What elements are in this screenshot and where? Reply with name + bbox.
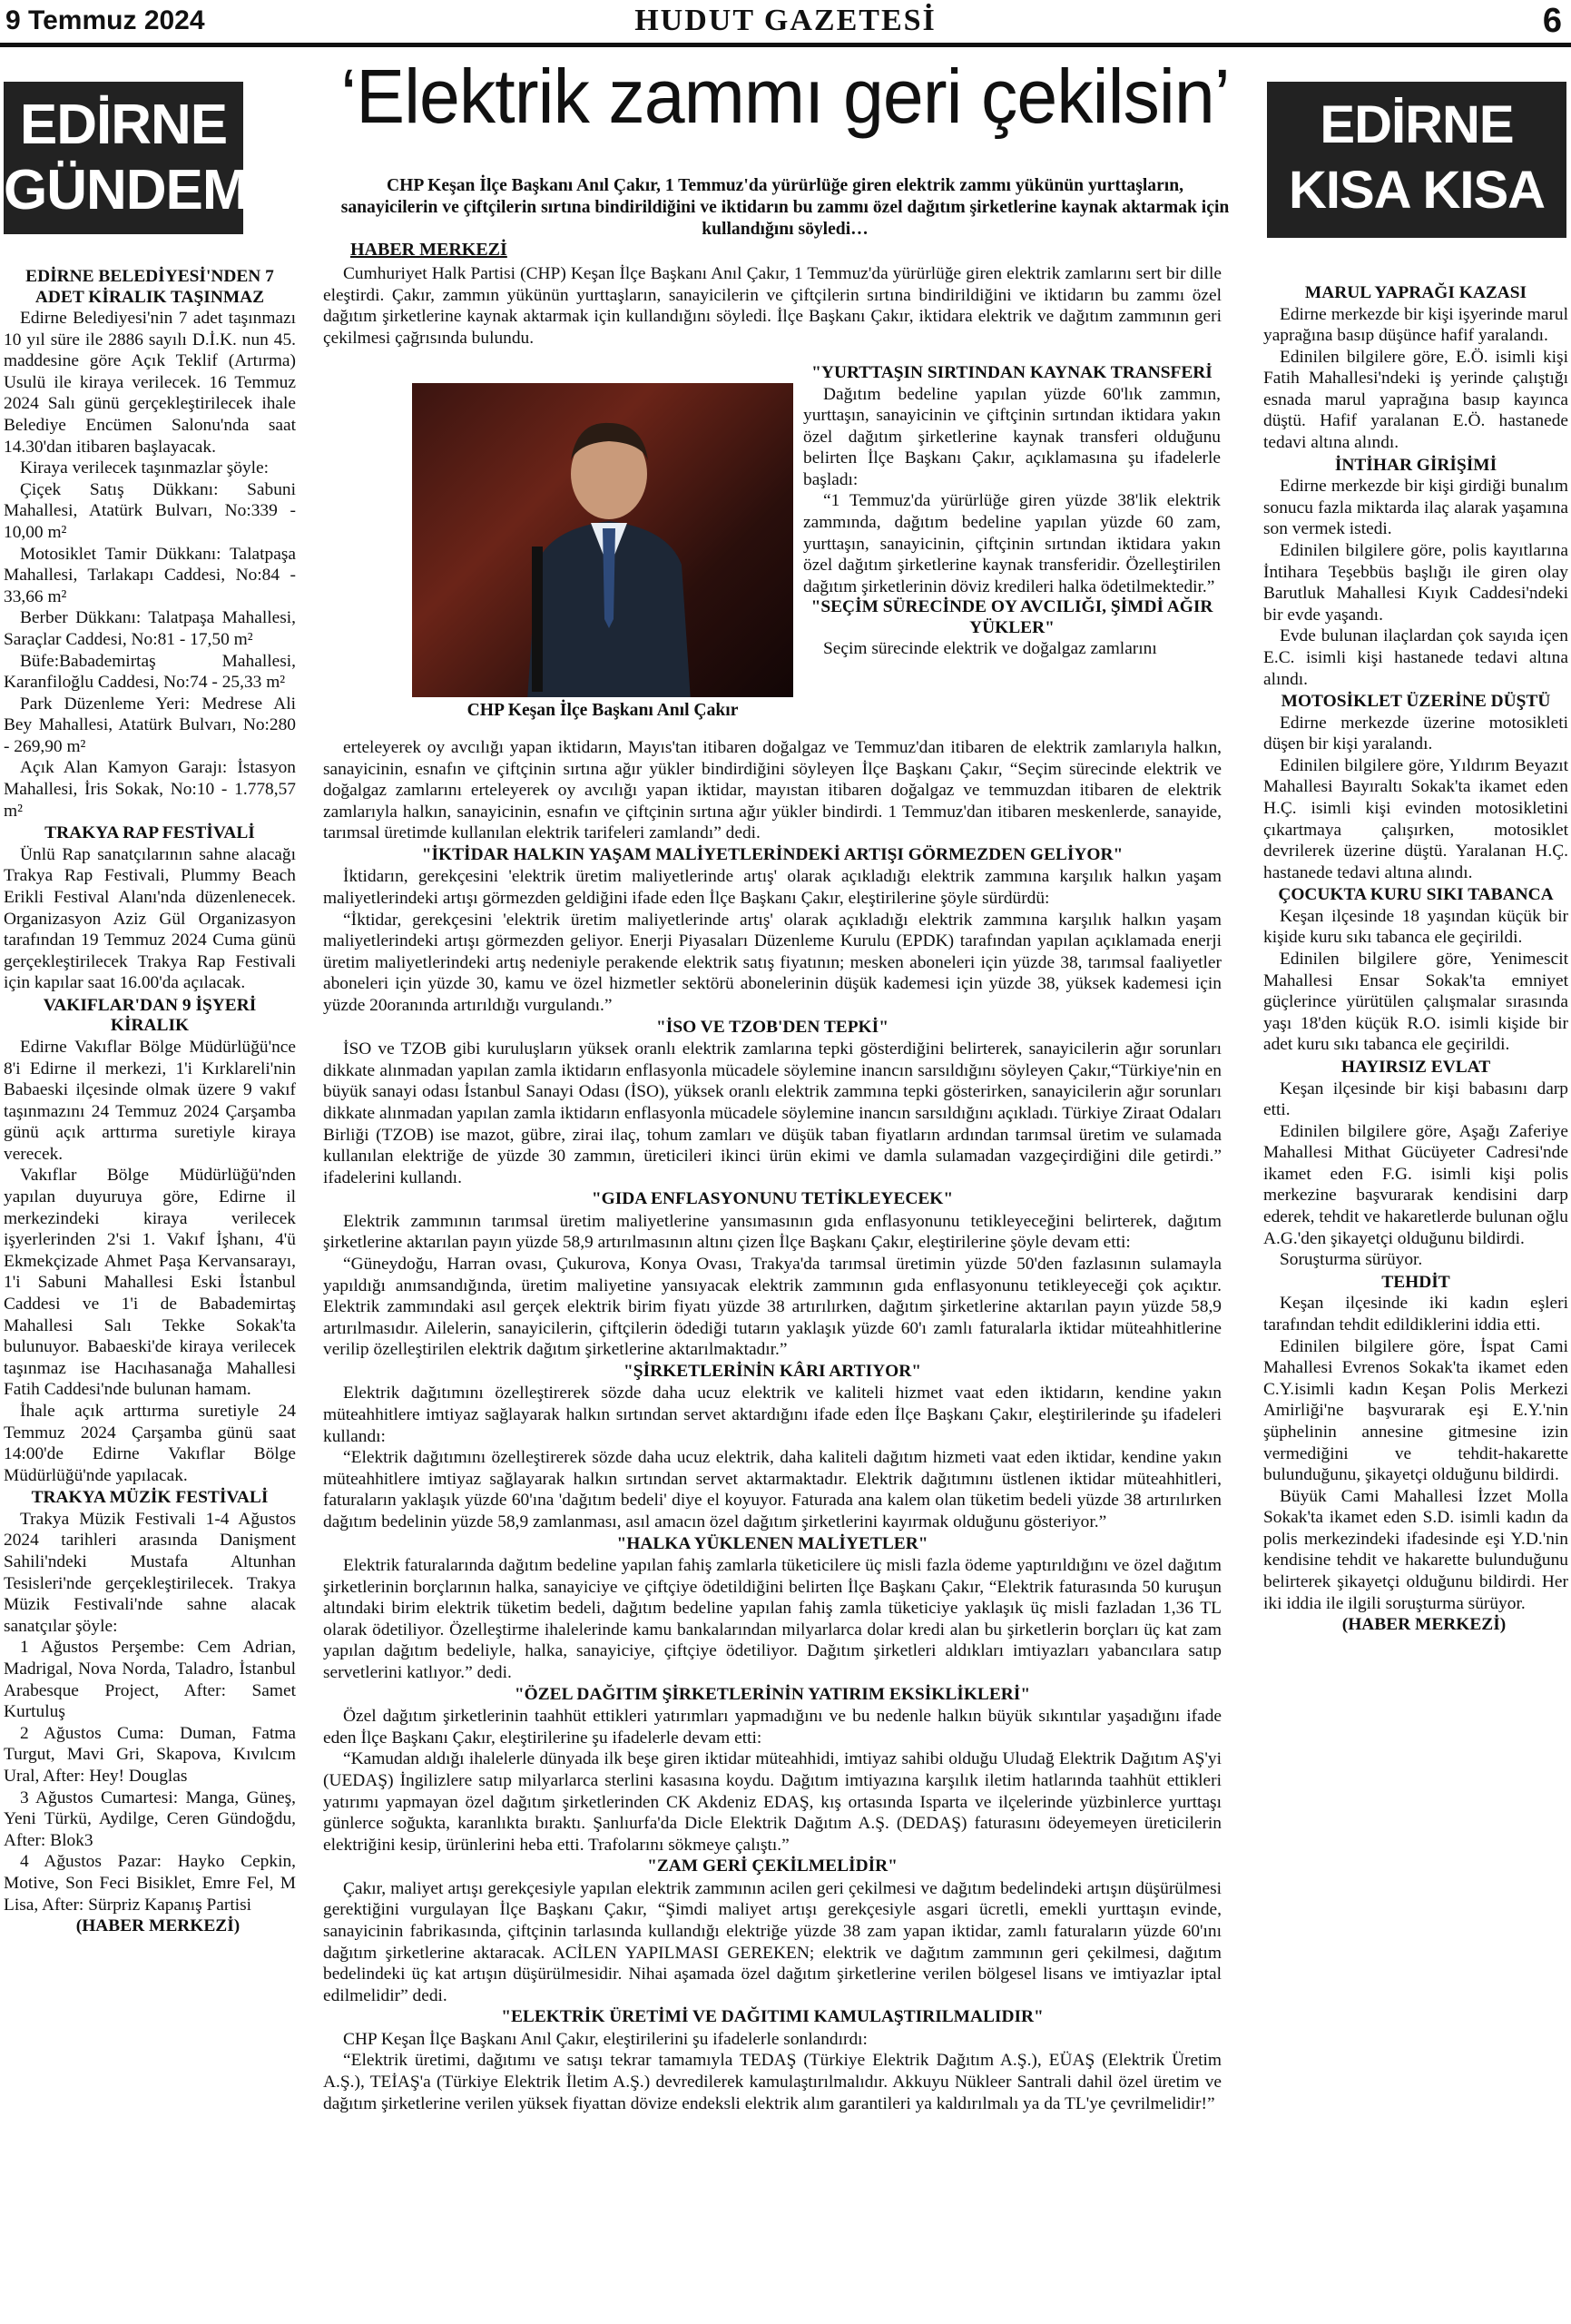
body-paragraph: Kiraya verilecek taşınmazlar şöyle:: [20, 458, 270, 478]
body-paragraph: “Elektrik üretimi, dağıtımı ve satışı tekrar tamamıyla TEDAŞ (Türkiye Elektrik Dağıtım A.Ş.), EÜAŞ (Elektrik Üretim A.Ş.), TEİAŞ'a (Türkiye Elektrik İletim A.Ş.) devredilerek kamulaştırılmalıdır. Akkuyu Nükleer Santrali dahil özel üretim ve dağıtım şirketlerine verilen yüksek fiyattan dövize endeksli elektrik alım garantileri ya kaldırılmalı ya da TL'ye çevrilmelidir!”: [323, 2051, 1222, 2113]
article-deck: CHP Keşan İlçe Başkanı Anıl Çakır, 1 Temmuz'da yürürlüğe giren elektrik zammı yükünün yurttaşların, sanayicilerin ve çiftçilerin sırtına bindirildiğini ve iktidarın bu zammı özel dağıtım şirketlerine kaynak aktarmak için kullandığını söyledi…: [340, 176, 1230, 239]
body-paragraph: Edinilen bilgilere göre, Yenimescit Mahallesi Ensar Sokak'ta emniyet güçlerince yürütülen çalışmalar sırasında yaşı 18'den küçük R.O. isimli kişide bir adet kuru sıkı tabanca ele geçirildi.: [1263, 950, 1568, 1055]
intro-paragraph: Cumhuriyet Halk Partisi (CHP) Keşan İlçe Başkanı Anıl Çakır, 1 Temmuz'da yürürlüğe giren elektrik zamlarını sert bir dille eleştirdi. Çakır, zammın yükünün yurttaşların, sanayicilerin ve çiftçilerin sırtına bindirildiğini ve iktidarın bu zammı özel dağıtım şirketlerine kaynak aktarmak için kullandığını söyledi. İlçe Başkanı Çakır, iktidara elektrik ve dağıtım zammının geri çekilmesi çağrısında bulundu.: [323, 264, 1222, 348]
banner-line-2: GÜNDEMİ: [4, 159, 263, 222]
article-intro: [323, 263, 1222, 363]
page-number: 6: [1542, 2, 1562, 40]
body-paragraph: Elektrik faturalarında dağıtım bedeline yapılan fahiş zamlarla tüketicilere üç misli fazla ödeme yaptırıldığını ve özel dağıtım şirketlerinin borçlarının halka, sanayiciye ve çiftçiye ödetildiğini belirten İlçe Başkanı Çakır, “Elektrik faturasında 50 kuruşun altındaki birim elektrik tüketim bedeli, dağıtım bedeline yapılan fahiş zamla tüketiciye yaklaşık üç misli fazladan 1,36 TL olarak ödetiliyor. Özelleştirme ihalelerinde kamu bankalarından milyarlarca dolar kredi alan bu şirketlerin borçları üç kat zam yapılan dağıtım bedeliyle, halka, sanayiciye, çiftçiye ödetiliyor. Dağıtım şirketleri aldıkları imtiyazları yabancılara satıp servetlerini katlıyor.” dedi.: [323, 1556, 1222, 1683]
body-paragraph: Edinilen bilgilere göre, polis kayıtlarına İntihara Teşebbüs başlığı ile giren olay Barutluk Mahallesi Kıyık Caddesi'ndeki bir evde yaşandı.: [1263, 540, 1568, 625]
section-heading: TEHDİT: [1381, 1272, 1450, 1292]
section-heading: EDİRNE BELEDİYESİ'NDEN 7 ADET KİRALIK TAŞINMAZ: [25, 267, 274, 307]
body-paragraph: Vakıflar Bölge Müdürlüğü'nden yapılan duyuruya göre, Edirne il merkezindeki kiraya verilecek işyerlerinden 2'si 1. Vakıf İşhanı, 4'ü Ekmekçizade Ahmet Paşa Kervansarayı, 1'i Sabuni Mahallesi Eski İstanbul Caddesi ve 1'i de Babademirtaş Mahallesi Salı Tekke Sokak'ta bulunuyor. Babaeski'de kiraya verilecek taşınmaz ise Hacıhasanağa Mahallesi Fatih Caddesi'nde bulunan hamam.: [4, 1166, 296, 1400]
section-heading: "YURTTAŞIN SIRTINDAN KAYNAK TRANSFERİ: [811, 363, 1213, 382]
body-paragraph: “Elektrik dağıtımını özelleştirerek sözde daha ucuz elektrik, daha kaliteli dağıtım hizmeti vaat eden iktidar, kendine yakın müteahhitlere imtiyaz sağlayarak halkın sırtından servet aktarmaktadır. Elektrik dağıtımını üstlenen iktidar müteahhitleri, faturaların yaklaşık yüzde 60'ına 'dağıtım bedeli' diye el koyuyor. Faturada ana kalem olan tüketim bedeli yüzde 38 artırılırken dağıtım bedelinin yüzde 58,9 zamlanması, asıl amacın özel dağıtım şirketlerini kayırmak olduğunu gösteriyor.”: [323, 1448, 1222, 1531]
section-heading: "SEÇİM SÜRECİNDE OY AVCILIĞI, ŞİMDİ AĞIR YÜKLER": [810, 597, 1213, 637]
body-paragraph: İhale açık arttırma suretiyle 24 Temmuz 2024 Çarşamba günü saat 14:00'de Edirne Vakıflar Bölge Müdürlüğü'nde yapılacak.: [4, 1402, 296, 1485]
body-paragraph: Keşan ilçesinde bir kişi babasını darp etti.: [1263, 1078, 1568, 1120]
body-paragraph: İSO ve TZOB gibi kuruluşların yüksek oranlı elektrik zamlarına tepki gösterdiğini belirterek, sanayicilerin ağır sorunları dikkate alınmadan yapılan zamla iktidarın enflasyonla mücadele söylemine inancın sarsıldığını söyleyen Çakır,“Türkiye'nin en büyük sanayi odası İstanbul Sanayi Odası (İSO), yüksek oranlı elektrik zammına tepki gösterirken, sanayicilerin ağır sorunları dikkate alınmadan yapılan zamla iktidarın enflasyonla mücadele söylemine inancın sarsıldığını açıkladı. Türkiye Ziraat Odaları Birliği (TZOB) ise mazot, gübre, zirai ilaç, tohum zamları ve düşük taban fiyatların ardından tarımsal üretim ve sulamada kullanılan elektriğe de yüzde 30 zammın, üreticileri ikinci ürün ekimi ve damla sulamadan vazgeçirdiğini dile getirdi.” ifadelerini kullandı.: [323, 1039, 1222, 1187]
body-paragraph: Trakya Müzik Festivali 1-4 Ağustos 2024 tarihleri arasında Danişment Sahili'ndeki Mustafa Altunhan Tesisleri'nde gerçekleştirilecek. Trakya Müzik Festivali'nde sahne alacak sanatçılar şöyle:: [4, 1509, 296, 1636]
section-heading: İNTİHAR GİRİŞİMİ: [1334, 455, 1497, 475]
body-paragraph: Ünlü Rap sanatçılarının sahne alacağı Trakya Rap Festivali, Plummy Beach Erikli Festival Alanı'nda düzenlenecek. Organizasyon Aziz Gül Organizasyon tarafından 19 Temmuz 2024 Cuma günü gerçekleştirilecek Trakya Rap Festivali için kapılar saat 16.00'da açılacak.: [4, 844, 296, 993]
body-paragraph: Soruşturma sürüyor.: [1280, 1250, 1423, 1270]
section-heading: "GIDA ENFLASYONUNU TETİKLEYECEK": [591, 1189, 954, 1209]
body-paragraph: Edinilen bilgilere göre, İspat Cami Mahallesi Evrenos Sokak'ta ikamet eden C.Y.isimli kadın Keşan Polis Merkezi Amirliği'ne başvurarak eşi E.Y.'nin şüphelinin annesine gitmesine izin vermediğini ve tehdit-hakarette bulunduğunu, şikayetçi olduğunu bildirdi.: [1263, 1336, 1568, 1485]
body-paragraph: Büfe:Babademirtaş Mahallesi, Karanfiloğlu Caddesi, No:74 - 25,33 m²: [4, 651, 296, 693]
body-paragraph: 3 Ağustos Cumartesi: Manga, Güneş, Yeni Türkü, Aydilge, Ceren Gündoğdu, After: Blok3: [4, 1787, 296, 1850]
edirne-gundemi-banner: [4, 82, 263, 234]
body-paragraph: Edirne merkezde bir kişi girdiği bunalım sonucu fazla miktarda ilaç alarak yaşamına son vermek istedi.: [1263, 477, 1568, 539]
body-paragraph: CHP Keşan İlçe Başkanı Anıl Çakır, eleştirilerini şu ifadelerle sonlandırdı:: [343, 2029, 868, 2049]
body-paragraph: Çiçek Satış Dükkanı: Sabuni Mahallesi, Atatürk Bulvarı, No:339 - 10,00 m²: [4, 479, 296, 542]
section-heading: HAYIRSIZ EVLAT: [1340, 1058, 1491, 1077]
body-paragraph: Elektrik dağıtımını özelleştirerek sözde daha ucuz elektrik ve kaliteli hizmet vaat eden iktidarın, kendine yakın müteahhitlere imtiyaz sağlayarak halkın sırtından servet aktardığını ifade eden İlçe Başkanı Çakır, eleştirilerinde şu ifadeleri kullandı:: [323, 1384, 1222, 1446]
section-heading: "ŞİRKETLERİNİN KÂRI ARTIYOR": [623, 1361, 921, 1381]
section-heading: "İKTİDAR HALKIN YAŞAM MALİYETLERİNDEKİ ARTIŞI GÖRMEZDEN GELİYOR": [421, 844, 1124, 864]
body-paragraph: Elektrik zammının tarımsal üretim maliyetlerine yansımasının gıda enflasyonunu tetikleyeceğini belirterek, dağıtım şirketlerine aktarılan payın yüzde 58,9 artırılmasının altını çizen İlçe Başkanı Çakır, eleştirilerine şöyle devam etti:: [323, 1211, 1222, 1253]
body-paragraph: Evde bulunan ilaçlardan çok sayıda içen E.C. isimli kişi hastanede tedavi altına alındı.: [1263, 626, 1568, 689]
body-paragraph: Çakır, maliyet artışı gerekçesiyle yapılan elektrik zammının acilen geri çekilmesi ve dağıtım bedelindeki artışın düşürülmesi gerektiğini vurgulayan İlçe Başkanı Çakır, “Şimdi maliyet artışı gerekçesiyle asgari ücretli, emekli yurttaşın evinde, sanayicinin fabrikasında, çiftçinin tarlasında kullandığı elektriğe yüzde 38 zam yapan iktidar, zamlı faturaların yüzde 60'ını dağıtım şirketlerine aktaracak. ACİLEN YAPILMASI GEREKEN; elektrik ve dağıtım zammının geri çekilmesi, dağıtım bedelindeki üç kat artışın düşürülmesidir. Nihai aşamada özel dağıtım şirketlerine verilen bölgesel lisans ve imtiyazlar iptal edilmelidir” dedi.: [323, 1878, 1222, 2005]
banner-line-1: EDİRNE: [1320, 95, 1514, 154]
banner-line-1: EDİRNE: [19, 94, 228, 156]
section-heading: ÇOCUKTA KURU SIKI TABANCA: [1278, 885, 1554, 905]
body-paragraph: Edinilen bilgilere göre, E.Ö. isimli kişi Fatih Mahallesi'ndeki iş yerinde çalıştığı esnada marul yaprağına basıp kayınca düştü. Hafif yaralanan E.Ö. hastanede tedavi altına alındı.: [1263, 347, 1568, 453]
section-heading: MARUL YAPRAĞI KAZASI: [1304, 283, 1527, 302]
page-header: [0, 0, 1571, 47]
section-heading: MOTOSİKLET ÜZERİNE DÜŞTÜ: [1281, 692, 1551, 712]
section-heading: VAKIFLAR'DAN 9 İŞYERİ KİRALIK: [43, 995, 257, 1036]
section-heading: TRAKYA MÜZİK FESTİVALİ: [31, 1488, 269, 1508]
body-paragraph: “1 Temmuz'da yürürlüğe giren yüzde 38'lik elektrik zammında, dağıtım bedeline yapılan yüzde 60 zam, yurttaşın, sanayicinin, çiftçinin sırtından iktidara yakın özel dağıtım şirketlerine kaynak transferidir. Özelleştirilen dağıtım şirketlerinin döviz kredileri halka ödetilmektedir.”: [803, 491, 1221, 596]
photo-caption: CHP Keşan İlçe Başkanı Anıl Çakır: [466, 701, 739, 720]
article-byline: HABER MERKEZİ: [350, 240, 507, 260]
issue-date: 9 Temmuz 2024: [5, 5, 205, 35]
body-paragraph: Edirne Vakıflar Bölge Müdürlüğü'nce 8'i Edirne il merkezi, 1'i Kırklareli'nin Babaeski ilçesinde olmak üzere 9 vakıf taşınmazını 24 Temmuz 2024 Çarşamba günü açık arttırma suretiyle kiraya verecek.: [4, 1037, 296, 1164]
body-paragraph: Edinilen bilgilere göre, Yıldırım Beyazıt Mahallesi Bayıraltı Sokak'ta ikamet eden H.Ç. isimli kişi evinden motosikletini çıkartmaya çalışırken, motosiklet devrilerek üzerine düştü. Yaralanan H.Ç. hastanede tedavi altına alındı.: [1263, 755, 1568, 882]
body-paragraph: erteleyerek oy avcılığı yapan iktidarın, Mayıs'tan itibaren doğalgaz ve Temmuz'dan itibaren de elektrik zamlarıyla halkın, sanayicinin, esnafın ve çiftçinin sırtına ağır yükler bindirdiğini söyleyen İlçe Başkanı Çakır, “Seçim sürecinde elektrik ve doğalgaz zamlarını erteleyerek oy avcılığı yapan iktidar, mayıstan itibaren doğalgaz ve temmuzdan itibaren de elektrik zamlarıyla halkın, sanayicinin, esnafın ve çiftçinin sırtına ağır yükler bindirdi. 1 Temmuz'dan itibaren meskenlerde, sanayide, tarımsal üretimde kullanılan elektrik tarifeleri zamlandı” dedi.: [323, 738, 1222, 843]
body-paragraph: 1 Ağustos Perşembe: Cem Adrian, Madrigal, Nova Norda, Taladro, İstanbul Arabesque Project, After: Samet Kurtuluş: [4, 1638, 296, 1722]
body-paragraph: Edirne merkezde üzerine motosikleti düşen bir kişi yaralandı.: [1263, 713, 1568, 754]
body-paragraph: “Güneydoğu, Harran ovası, Çukurova, Konya Ovası, Trakya'da tarımsal üretimin yüzde 50'den fazlasının sulamayla yapıldığı anımsandığında, üretim maliyetine yansıyacak elektrik zammının gıda enflasyonunu tetikleyeceği çok açıktır. Elektrik zammındaki asıl gerçek elektrik birim fiyatı yüzde 38 artırılırken, dağıtım şirketlerine aktarılan payın yüzde 58,9 artırılmasıdır. Ailelerin, sanayicilerin, çiftçilerin ödediği tutarın yaklaşık yüzde 60'ı zamlı faturalarla iktidar müteahhitlerine verilip özelleştirilen elektrik dağıtım şirketlerine aktarılmaktadır.”: [323, 1254, 1222, 1360]
section-heading: "ZAM GERİ ÇEKİLMELİDİR": [647, 1856, 898, 1876]
banner-line-2: KISA KISA: [1288, 161, 1546, 220]
article-side-column: [803, 363, 1221, 737]
body-paragraph: Keşan ilçesinde 18 yaşından küçük bir kişide kuru sıkı tabanca ele geçirildi.: [1263, 906, 1568, 948]
body-paragraph: “İktidar, gerekçesini 'elektrik üretim maliyetlerinde artış' olarak açıkladığı elektrik zammına karşılık halkın yaşam maliyetlerindeki artışı görmezden geliyor. Enerji Piyasaları Düzenleme Kurulu (EPDK) tarafından yapılan açıklamada enerji üretim maliyetlerindeki artış nedeniyle perakende elektrik satış fiyatının; mesken aboneleri için yüzde 38, tarımsal faaliyetler aboneleri için yüzde 30, kamu ve özel hizmetler sektörü abonelerinin düşük kademesi için yüzde 38, yüksek kademesi için yüzde 20oranında artırıldığı vurgulandı.”: [323, 910, 1222, 1016]
body-paragraph: Edinilen bilgilere göre, Aşağı Zaferiye Mahallesi Mithat Gücüyeter Cadresi'nde ikamet eden F.G. isimli kişi polis merkezine başvurarak kendisini darp ederek, tehdit ve hakaretlerde bulunan oğlu A.G.'den şikayetçi olduğunu bildirdi.: [1263, 1121, 1568, 1248]
body-paragraph: Açık Alan Kamyon Garajı: İstasyon Mahallesi, İris Sokak, No:10 - 1.778,57 m²: [4, 758, 296, 821]
body-paragraph: Motosiklet Tamir Dükkanı: Talatpaşa Mahallesi, Tarlakapı Caddesi, No:84 - 33,66 m²: [4, 544, 296, 606]
body-paragraph: İktidarın, gerekçesini 'elektrik üretim maliyetlerinde artış' olarak açıkladığı elektrik zammına karşılık halkın yaşam maliyetlerindeki artışı görmezden geldiğini ifade eden İlçe Başkanı Çakır, eleştirilerine şöyle sürdürdü:: [323, 867, 1222, 909]
body-paragraph: Keşan ilçesinde iki kadın eşleri tarafından tehdit edildiklerini iddia etti.: [1263, 1294, 1568, 1334]
section-heading: TRAKYA RAP FESTİVALİ: [44, 823, 255, 843]
section-heading: "ELEKTRİK ÜRETİMİ VE DAĞITIMI KAMULAŞTIRILMALIDIR": [501, 2007, 1044, 2027]
body-paragraph: Seçim sürecinde elektrik ve doğalgaz zamlarını: [823, 639, 1157, 659]
body-paragraph: Berber Dükkanı: Talatpaşa Mahallesi, Saraçlar Caddesi, No:81 - 17,50 m²: [4, 608, 296, 649]
source-credit: (HABER MERKEZİ): [1341, 1615, 1507, 1635]
body-paragraph: 4 Ağustos Pazar: Hayko Cepkin, Motive, Son Feci Bisiklet, Emre Fel, M Lisa, After: Sürpriz Kapanış Partisi: [4, 1852, 296, 1915]
body-paragraph: Büyük Cami Mahallesi İzzet Molla Sokak'ta ikamet eden S.D. isimli kadın da polis merkezindeki ifadesinde eşi Y.D.'nin kendisine tehdit ve hakarette bulunduğunu belirterek şikayetçi olduğunu bildirdi. Her iki iddia ile ilgili soruşturma sürüyor.: [1263, 1486, 1568, 1613]
edirne-kisa-kisa-banner: [1267, 82, 1566, 238]
section-heading: "İSO VE TZOB'DEN TEPKİ": [656, 1017, 889, 1037]
article-headline: ‘Elektrik zammı geri çekilsin’: [340, 54, 1230, 139]
right-news-column: [1263, 281, 1568, 2319]
body-paragraph: Özel dağıtım şirketlerinin taahhüt ettikleri yatırımları yapmadığını ve bu nedenle halkın büyük sıkıntılar yaşadığını ifade eden İlçe Başkanı Çakır, eleştirilerine şu ifadelerle devam etti:: [323, 1707, 1222, 1748]
left-news-column: [4, 265, 296, 2319]
source-credit: (HABER MERKEZİ): [75, 1916, 241, 1936]
speaker-portrait: [514, 410, 704, 697]
newspaper-name: HUDUT GAZETESİ: [634, 4, 937, 37]
section-heading: "HALKA YÜKLENEN MALİYETLER": [616, 1533, 928, 1553]
body-paragraph: 2 Ağustos Cuma: Duman, Fatma Turgut, Mavi Gri, Skapova, Kıvılcım Ural, After: Hey! Douglas: [4, 1723, 296, 1786]
section-heading: "ÖZEL DAĞITIM ŞİRKETLERİNİN YATIRIM EKSİKLİKLERİ": [514, 1684, 1031, 1704]
body-paragraph: Dağıtım bedeline yapılan yüzde 60'lık zammın, yurttaşın, sanayicinin ve çiftçinin sırtından iktidara yakın özel dağıtım şirketlerine kaynak transferi olduğunu belirten İlçe Başkanı Çakır, açıklamasına şu ifadelerle başladı:: [803, 384, 1221, 489]
article-photo: [412, 383, 793, 697]
body-paragraph: Edirne Belediyesi'nin 7 adet taşınmazı 10 yıl süre ile 2886 sayılı D.İ.K. nun 45. maddesine göre Açık Teklif (Artırma) Usulü ile kiraya verilecek. 16 Temmuz 2024 Salı günü gerçekleştirilecek ihale Belediye Encümen Salonu'nda saat 14.30'dan itibaren başlayacak.: [4, 309, 296, 457]
body-paragraph: Park Düzenleme Yeri: Medrese Ali Bey Mahallesi, Atatürk Bulvarı, No:280 - 269,90 m²: [4, 694, 296, 756]
body-paragraph: “Kamudan aldığı ihalelerle dünyada ilk beşe giren iktidar müteahhidi, imtiyaz sahibi olduğu Uludağ Elektrik Dağıtım AŞ'yi (UEDAŞ) İngilizlere satıp milyarlarca sterlini kasasına koydu. Dağıtım imtiyazına karşılık iletim hatlarında taahhüt ettikleri yatırımı yapmayan özel dağıtım şirketlerinden CK Akdeniz EDAŞ, kış ortasında Isparta ve ilçelerinde yüzbinlerce yurttaşı günlerce soğukta, karanlıkta bıraktı. Şanlıurfa'da Dicle Elektrik Dağıtım A.Ş. (DEDAŞ) faturasını ödeyemeyen üreticilerin elektriğini kesip, ürünlerini heba etti. Trafolarını sökmeye çalıştı.”: [323, 1749, 1222, 1855]
article-body: [323, 737, 1222, 2324]
body-paragraph: Edirne merkezde bir kişi işyerinde marul yaprağına basıp düşünce hafif yaralandı.: [1263, 304, 1568, 346]
